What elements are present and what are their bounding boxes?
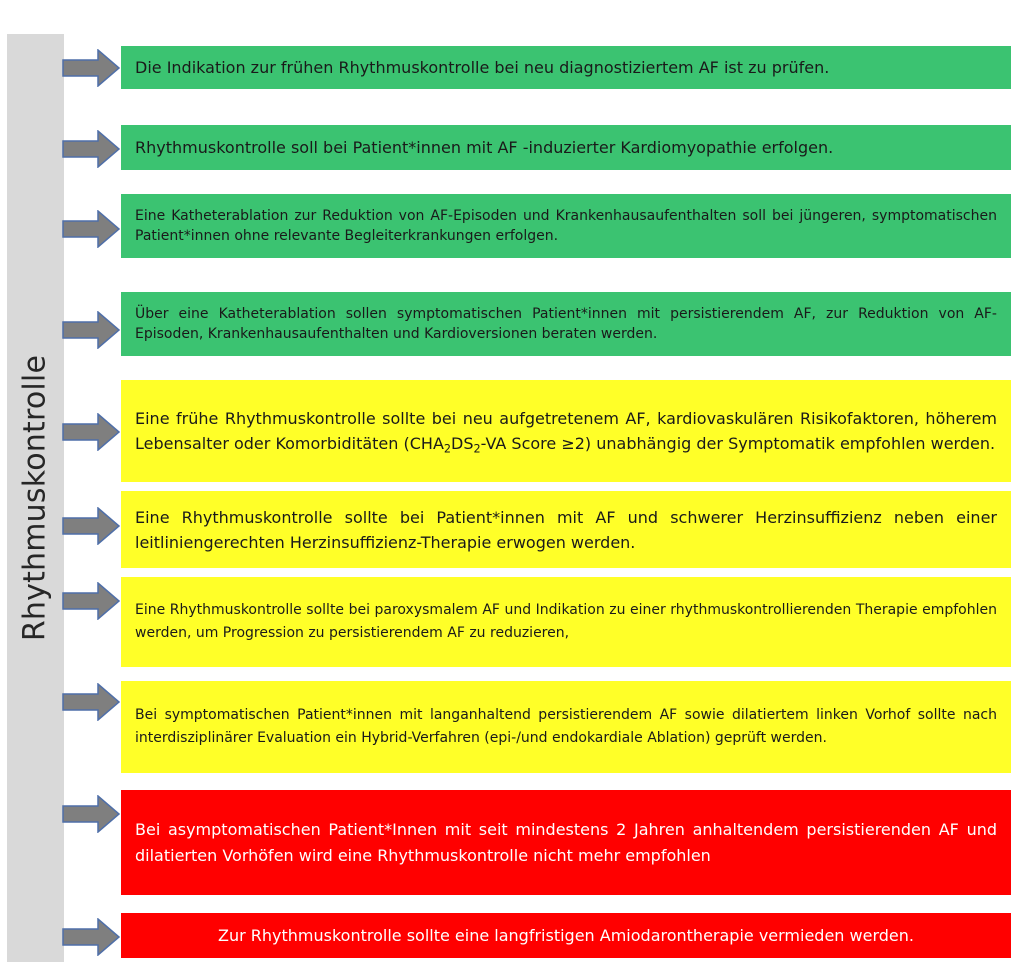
recommendation-text: Eine Rhythmuskontrolle sollte bei paroxysmalem AF und Indikation zu einer rhythmuskontrollierenden Therapie empfohlen werden, um Progression zu persistierendem AF zu reduzieren, [135, 602, 997, 641]
recommendation-box-5 [121, 380, 1011, 482]
recommendation-text: Bei asymptomatischen Patient*Innen mit seit mindestens 2 Jahren anhaltendem persistierenden AF und dilatierten Vorhöfen wird eine Rhythmuskontrolle nicht mehr empfohlen [135, 819, 997, 865]
recommendation-box-6 [121, 491, 1011, 568]
arrow-icon [62, 49, 120, 87]
recommendation-text: Eine Katheterablation zur Reduktion von AF-Episoden und Krankenhausaufenthalten soll bei jüngeren, symptomatischen Patient*innen ohne relevante Begleiterkrankungen erfolgen. [135, 208, 997, 244]
recommendation-box-1 [121, 46, 1011, 89]
recommendation-box-10 [121, 913, 1011, 958]
recommendation-box-3 [121, 194, 1011, 258]
recommendation-box-7 [121, 577, 1011, 667]
arrow-icon [62, 130, 120, 168]
arrow-icon [62, 795, 120, 833]
recommendation-text: Bei symptomatischen Patient*innen mit langanhaltend persistierendem AF sowie dilatiertem linken Vorhof sollte nach interdisziplinärer Evaluation ein Hybrid-Verfahren (epi-/und endokardiale Ablation) geprüft werden. [135, 707, 997, 746]
arrow-icon [62, 413, 120, 451]
recommendation-text: Die Indikation zur frühen Rhythmuskontrolle bei neu diagnostiziertem AF ist zu prüfen. [135, 58, 830, 77]
arrow-icon [62, 311, 120, 349]
recommendation-box-2 [121, 125, 1011, 170]
arrow-icon [62, 683, 120, 721]
recommendation-text: Zur Rhythmuskontrolle sollte eine langfristigen Amiodarontherapie vermieden werden. [218, 926, 914, 945]
recommendation-text: Rhythmuskontrolle soll bei Patient*innen mit AF -induzierter Kardiomyopathie erfolgen. [135, 138, 834, 157]
arrow-icon [62, 507, 120, 545]
category-label: Rhythmuskontrolle [17, 354, 53, 642]
arrow-icon [62, 582, 120, 620]
recommendation-box-9 [121, 790, 1011, 895]
arrow-icon [62, 210, 120, 248]
arrow-icon [62, 918, 120, 956]
recommendation-box-8 [121, 681, 1011, 773]
recommendation-text: Eine frühe Rhythmuskontrolle sollte bei neu aufgetretenem AF, kardiovaskulären Risikofaktoren, höherem Lebensalter oder Komorbiditäten ($CHA_2DS_2-VA$ Score ≥2) unabhängig der Symptomatik empfohlen werden. [135, 409, 997, 456]
recommendation-text: Eine Rhythmuskontrolle sollte bei Patient*innen mit AF und schwerer Herzinsuffizienz neben einer leitliniengerechten Herzinsuffizienz-Therapie erwogen werden. [135, 507, 997, 552]
recommendation-text: Über eine Katheterablation sollen symptomatischen Patient*innen mit persistierendem AF, zur Reduktion von AF-Episoden, Krankenhausaufenthalten und Kardioversionen beraten werden. [135, 306, 997, 342]
recommendation-box-4 [121, 292, 1011, 356]
